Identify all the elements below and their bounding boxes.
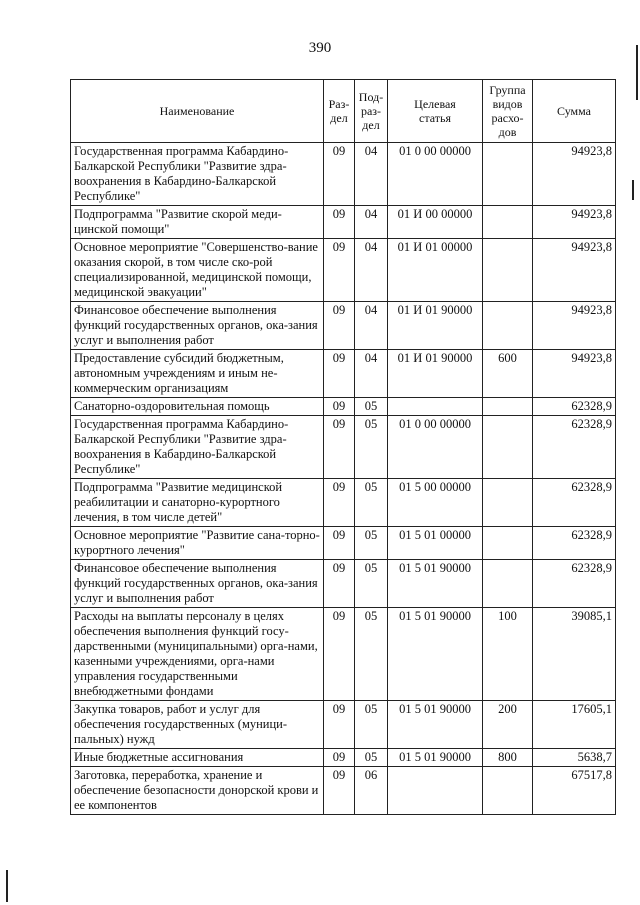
cell-target [388,767,483,815]
cell-subsection: 04 [355,143,388,206]
cell-target: 01 И 01 00000 [388,239,483,302]
cell-subsection: 04 [355,350,388,398]
scan-edge-mark-top [636,45,638,100]
cell-group: 800 [483,749,533,767]
cell-section: 09 [324,302,355,350]
cell-group [483,416,533,479]
cell-target: 01 5 01 90000 [388,560,483,608]
cell-section: 09 [324,560,355,608]
table-row [71,239,616,302]
cell-sum: 5638,7 [533,749,616,767]
cell-name: Расходы на выплаты персоналу в целях обеспечения выполнения функций госу-дарственными (муниципальными) орга-нами, казенными учреждениями, орга-нами управления государственными внебюджетными фондами [71,608,324,701]
table-row [71,206,616,239]
scan-edge-mark-middle [632,180,634,200]
cell-target: 01 0 00 00000 [388,143,483,206]
cell-section: 09 [324,608,355,701]
cell-name: Предоставление субсидий бюджетным, автономным учреждениям и иным не-коммерческим организациям [71,350,324,398]
cell-sum: 67517,8 [533,767,616,815]
cell-name: Государственная программа Кабардино-Балкарской Республики "Развитие здра-воохранения в Кабардино-Балкарской Республике" [71,416,324,479]
cell-sum: 94923,8 [533,350,616,398]
cell-subsection: 05 [355,608,388,701]
cell-section: 09 [324,416,355,479]
cell-name: Иные бюджетные ассигнования [71,749,324,767]
cell-sum: 17605,1 [533,701,616,749]
cell-sum: 94923,8 [533,206,616,239]
cell-name: Финансовое обеспечение выполнения функций государственных органов, ока-зания услуг и выполнения работ [71,302,324,350]
cell-subsection: 05 [355,398,388,416]
cell-subsection: 05 [355,527,388,560]
cell-group [483,302,533,350]
header-target: Целевая статья [388,80,483,143]
cell-section: 09 [324,143,355,206]
table-row [71,560,616,608]
cell-subsection: 05 [355,560,388,608]
cell-section: 09 [324,239,355,302]
table-row [71,749,616,767]
cell-section: 09 [324,398,355,416]
table-row [71,143,616,206]
cell-target: 01 0 00 00000 [388,416,483,479]
cell-group [483,560,533,608]
cell-target [388,398,483,416]
header-sum: Сумма [533,80,616,143]
cell-name: Подпрограмма "Развитие скорой меди-цинской помощи" [71,206,324,239]
cell-sum: 62328,9 [533,416,616,479]
cell-group [483,239,533,302]
cell-section: 09 [324,206,355,239]
budget-table [70,79,616,815]
cell-subsection: 04 [355,302,388,350]
cell-name: Основное мероприятие "Совершенство-вание оказания скорой, в том числе ско-рой специализированной, медицинской помощи, медицинской эвакуации" [71,239,324,302]
cell-target: 01 5 01 90000 [388,701,483,749]
cell-subsection: 06 [355,767,388,815]
cell-target: 01 5 01 00000 [388,527,483,560]
cell-section: 09 [324,749,355,767]
cell-group [483,398,533,416]
table-row [71,416,616,479]
table-row [71,350,616,398]
cell-name: Финансовое обеспечение выполнения функций государственных органов, ока-зания услуг и выполнения работ [71,560,324,608]
cell-sum: 94923,8 [533,239,616,302]
cell-section: 09 [324,350,355,398]
cell-group [483,143,533,206]
cell-target: 01 И 01 90000 [388,302,483,350]
cell-group [483,527,533,560]
cell-target: 01 5 00 00000 [388,479,483,527]
cell-target: 01 И 00 00000 [388,206,483,239]
cell-subsection: 05 [355,749,388,767]
cell-sum: 94923,8 [533,143,616,206]
cell-sum: 62328,9 [533,398,616,416]
cell-group: 200 [483,701,533,749]
header-subsection: Под- раз- дел [355,80,388,143]
cell-group [483,767,533,815]
cell-sum: 62328,9 [533,527,616,560]
cell-group: 600 [483,350,533,398]
cell-name: Подпрограмма "Развитие медицинской реабилитации и санаторно-курортного лечения, в том числе детей" [71,479,324,527]
cell-name: Санаторно-оздоровительная помощь [71,398,324,416]
table-row [71,767,616,815]
table-row [71,302,616,350]
cell-name: Государственная программа Кабардино-Балкарской Республики "Развитие здра-воохранения в Кабардино-Балкарской Республике" [71,143,324,206]
cell-group [483,206,533,239]
table-row [71,701,616,749]
header-group: Группа видов расхо- дов [483,80,533,143]
cell-subsection: 05 [355,701,388,749]
cell-section: 09 [324,479,355,527]
cell-group [483,479,533,527]
table-row [71,479,616,527]
page-number: 390 [308,40,332,56]
cell-sum: 94923,8 [533,302,616,350]
cell-target: 01 И 01 90000 [388,350,483,398]
header-section: Раз- дел [324,80,355,143]
scan-edge-mark-bottom [6,870,8,902]
header-name: Наименование [71,80,324,143]
cell-group: 100 [483,608,533,701]
table-row [71,608,616,701]
cell-target: 01 5 01 90000 [388,608,483,701]
cell-section: 09 [324,767,355,815]
table-row [71,527,616,560]
cell-sum: 62328,9 [533,560,616,608]
cell-name: Основное мероприятие "Развитие сана-торно-курортного лечения" [71,527,324,560]
cell-subsection: 04 [355,206,388,239]
cell-sum: 62328,9 [533,479,616,527]
cell-name: Закупка товаров, работ и услуг для обеспечения государственных (муници-пальных) нужд [71,701,324,749]
table-row [71,398,616,416]
cell-section: 09 [324,701,355,749]
cell-name: Заготовка, переработка, хранение и обеспечение безопасности донорской крови и ее компонентов [71,767,324,815]
cell-sum: 39085,1 [533,608,616,701]
cell-section: 09 [324,527,355,560]
cell-subsection: 04 [355,239,388,302]
table-header-row [71,80,616,143]
cell-subsection: 05 [355,479,388,527]
cell-subsection: 05 [355,416,388,479]
cell-target: 01 5 01 90000 [388,749,483,767]
